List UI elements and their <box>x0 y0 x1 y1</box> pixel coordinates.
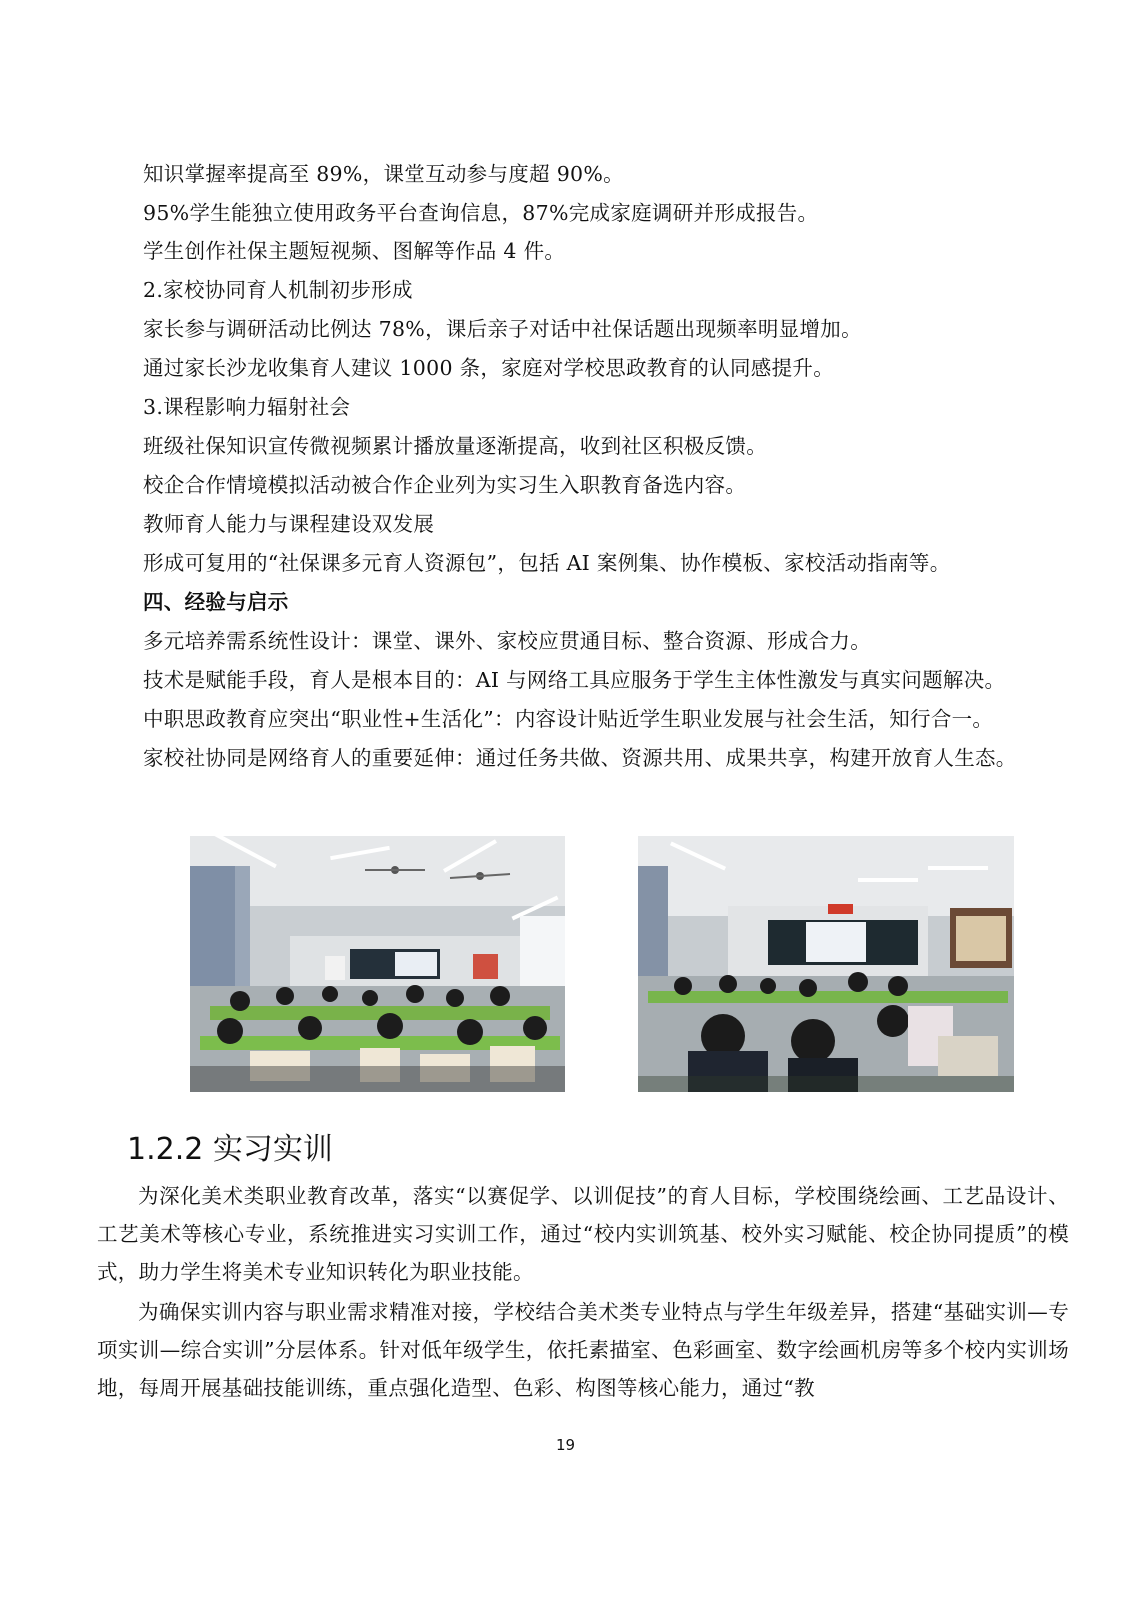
text-line: 学生创作社保主题短视频、图解等作品 4 件。 <box>143 239 566 263</box>
text-line: 形成可复用的“社保课多元育人资源包”，包括 AI 案例集、协作模板、家校活动指南等。 <box>143 551 951 575</box>
paragraph: 为深化美术类职业教育改革，落实“以赛促学、以训促技”的育人目标，学校围绕绘画、工艺品设计、工艺美术等核心专业，系统推进实习实训工作，通过“校内实训筑基、校外实习赋能、校企协同提质”的模式，助力学生将美术专业知识转化为职业技能。 <box>97 1184 1069 1284</box>
paragraph: 为确保实训内容与职业需求精准对接，学校结合美术类专业特点与学生年级差异，搭建“基础实训—专项实训—综合实训”分层体系。针对低年级学生，依托素描室、色彩画室、数字绘画机房等多个校内实训场地，每周开展基础技能训练，重点强化造型、色彩、构图等核心能力，通过“教 <box>97 1300 1069 1400</box>
classroom-photo-right <box>638 836 1014 1092</box>
section-title: 四、经验与启示 <box>143 590 289 614</box>
text-line: 家长参与调研活动比例达 78%，课后亲子对话中社保话题出现频率明显增加。 <box>143 317 862 341</box>
text-line: 家校社协同是网络育人的重要延伸：通过任务共做、资源共用、成果共享，构建开放育人生态。 <box>143 746 1017 770</box>
text-line: 中职思政教育应突出“职业性+生活化”：内容设计贴近学生职业发展与社会生活，知行合一。 <box>143 707 994 731</box>
section-heading: 1.2.2 实习实训 <box>127 1132 333 1167</box>
text-line: 95%学生能独立使用政务平台查询信息，87%完成家庭调研并形成报告。 <box>143 201 819 225</box>
text-line: 通过家长沙龙收集育人建议 1000 条，家庭对学校思政教育的认同感提升。 <box>143 356 835 380</box>
text-line: 技术是赋能手段，育人是根本目的：AI 与网络工具应服务于学生主体性激发与真实问题解决。 <box>143 668 1006 692</box>
subheading: 2.家校协同育人机制初步形成 <box>143 278 413 302</box>
subheading: 3.课程影响力辐射社会 <box>143 395 351 419</box>
subheading: 教师育人能力与课程建设双发展 <box>143 512 435 536</box>
classroom-photo-left <box>190 836 565 1092</box>
page-number: 19 <box>555 1436 576 1454</box>
text-line: 班级社保知识宣传微视频累计播放量逐渐提高，收到社区积极反馈。 <box>143 434 767 458</box>
text-line: 多元培养需系统性设计：课堂、课外、家校应贯通目标、整合资源、形成合力。 <box>143 629 871 653</box>
text-line: 校企合作情境模拟活动被合作企业列为实习生入职教育备选内容。 <box>143 473 747 497</box>
text-line: 知识掌握率提高至 89%，课堂互动参与度超 90%。 <box>143 162 624 186</box>
